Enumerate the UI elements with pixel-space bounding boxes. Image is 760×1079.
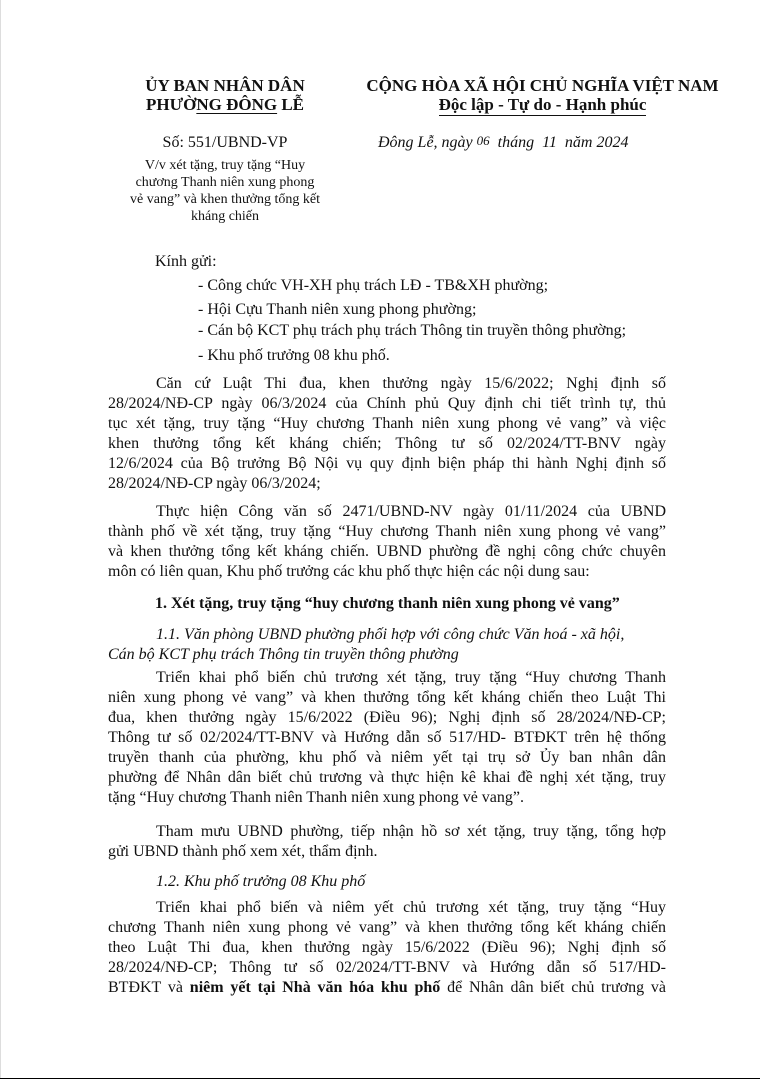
text-line: Thông tư số 02/2024/TT-BNV và Hướng dẫn số 517/HD- BTĐKT trên hệ thống [108,729,666,746]
org-line-2 [100,95,350,114]
paragraph-office-tasks [108,668,666,808]
text-line: tặng “Huy chương Thanh niên Thanh niên xung phong vẻ vang”. [108,789,525,806]
text-line: 28/2024/NĐ-CP; Thông tư số 02/2024/TT-BNV và Hướng dẫn số 517/HD- [108,959,666,976]
org-line-2-a: PHƯỜ [145,95,197,114]
section-heading-1-1 [108,625,678,665]
text-line: Tham mưu UBND phường, tiếp nhận hồ sơ xét tặng, truy tặng, tổng hợp [156,823,666,840]
org-line-1: ỦY BAN NHÂN DÂN [145,76,305,95]
text-line: và khen thưởng tổng kết kháng chiến. UBND phường đề nghị công chức chuyên [108,543,666,560]
document-subject [100,157,350,225]
subject-line: chương Thanh niên xung phong [135,175,315,190]
text-line: 28/2024/NĐ-CP ngày 06/3/2024; [108,475,321,492]
recipient-item: - Hội Cựu Thanh niên xung phong phường; [198,301,477,318]
text-line: theo Luật Thi đua, khen thưởng ngày 15/6/2022 (Điều 96); Nghị định số [108,939,666,956]
text-run: BTĐKT và [108,979,190,996]
text-line: Triển khai phổ biến chủ trương xét tặng, truy tặng “Huy chương Thanh [156,669,666,686]
text-run: để Nhân dân biết chủ trương và [440,979,667,996]
date-day: 06 [476,133,490,148]
text-run-bold: niêm yết tại Nhà văn hóa khu phố [189,979,441,996]
text-line: tục xét tặng, truy tặng “Huy chương Thanh niên xung phong vẻ vang” và việc [108,415,666,432]
text-line: truyền thanh của phường, khu phố và niêm yết tại trụ sở Ủy ban nhân dân [108,749,666,766]
motto-text: Độc lập - Tự do - Hạnh phúc [438,95,647,114]
national-header [340,76,745,114]
document-number: Số: 551/UBND-VP [162,134,288,151]
subject-line: V/v xét tặng, truy tặng “Huy [144,158,306,173]
paragraph-advisory [108,822,666,862]
text-line: chương Thanh niên xung phong vẻ vang” và khen thưởng tổng kết kháng chiến [108,919,666,936]
text-line: 12/6/2024 của Bộ trưởng Bộ Nội vụ quy định biện pháp thi hành Nghị định số [108,455,666,472]
text-line: Căn cứ Luật Thi đua, khen thưởng ngày 15/6/2022; Nghị định số [156,375,666,392]
paragraph-legal-basis [108,374,666,494]
place-and-date [378,134,628,152]
page-edge [0,0,1,1079]
text-line: khen thưởng tổng kết kháng chiến; Thông tư số 02/2024/TT-BNV ngày [108,435,666,452]
org-line-2-b: NG ĐÔNG [196,95,278,114]
text-line: thành phố về xét tặng, truy tặng “Huy chương Thanh niên xung phong vẻ vang” [108,523,666,540]
greeting: Kính gửi: [155,253,217,270]
recipient-item: - Khu phố trưởng 08 khu phố. [198,347,390,364]
issuing-organization [100,76,350,114]
place-suffix: tháng 11 năm 2024 [489,134,629,151]
text-line: phường để Nhân dân biết chủ trương và thực hiện kê khai đề nghị xét tặng, truy [108,769,666,786]
text-line: đua, khen thưởng ngày 15/6/2022 (Điều 96); Nghị định số 28/2024/NĐ-CP; [108,709,666,726]
place-prefix: Đông Lễ, ngày [378,134,477,151]
text-line: môn có liên quan, Khu phố trưởng các khu phố thực hiện các nội dung sau: [108,563,590,580]
text-line: 28/2024/NĐ-CP ngày 06/3/2024 của Chính phủ Quy định chi tiết trình tự, thủ [108,395,666,412]
text-line: gửi UBND thành phố xem xét, thẩm định. [108,843,378,860]
recipient-item: - Cán bộ KCT phụ trách phụ trách Thông tin truyền thông phường; [198,322,627,339]
heading-line: 1.1. Văn phòng UBND phường phối hợp với công chức Văn hoá - xã hội, [156,626,625,643]
heading-line: Cán bộ KCT phụ trách Thông tin truyền thông phường [108,646,459,663]
text-line: niên xung phong vẻ vang” và khen thưởng tổng kết kháng chiến theo Luật Thi [108,689,666,706]
paragraph-implementation [108,502,666,582]
nation-title: CỘNG HÒA XÃ HỘI CHỦ NGHĨA VIỆT NAM [366,76,719,95]
text-line-mixed [108,978,666,998]
subject-line: vẻ vang” và khen thưởng tổng kết [130,192,320,207]
section-heading-1-2: 1.2. Khu phố trưởng 08 Khu phố [156,873,366,890]
motto [340,95,745,114]
text-line: Thực hiện Công văn số 2471/UBND-NV ngày 01/11/2024 của UBND [156,503,666,520]
recipient-item: - Công chức VH-XH phụ trách LĐ - TB&XH phường; [198,277,549,294]
org-line-2-c: LỄ [277,95,305,114]
paragraph-ward-heads [108,898,666,998]
text-line: Triển khai phổ biến và niêm yết chủ trương xét tặng, truy tặng “Huy [156,899,666,916]
section-heading-1: 1. Xét tặng, truy tặng “huy chương thanh niên xung phong vẻ vang” [155,595,620,612]
subject-line: kháng chiến [190,209,260,224]
